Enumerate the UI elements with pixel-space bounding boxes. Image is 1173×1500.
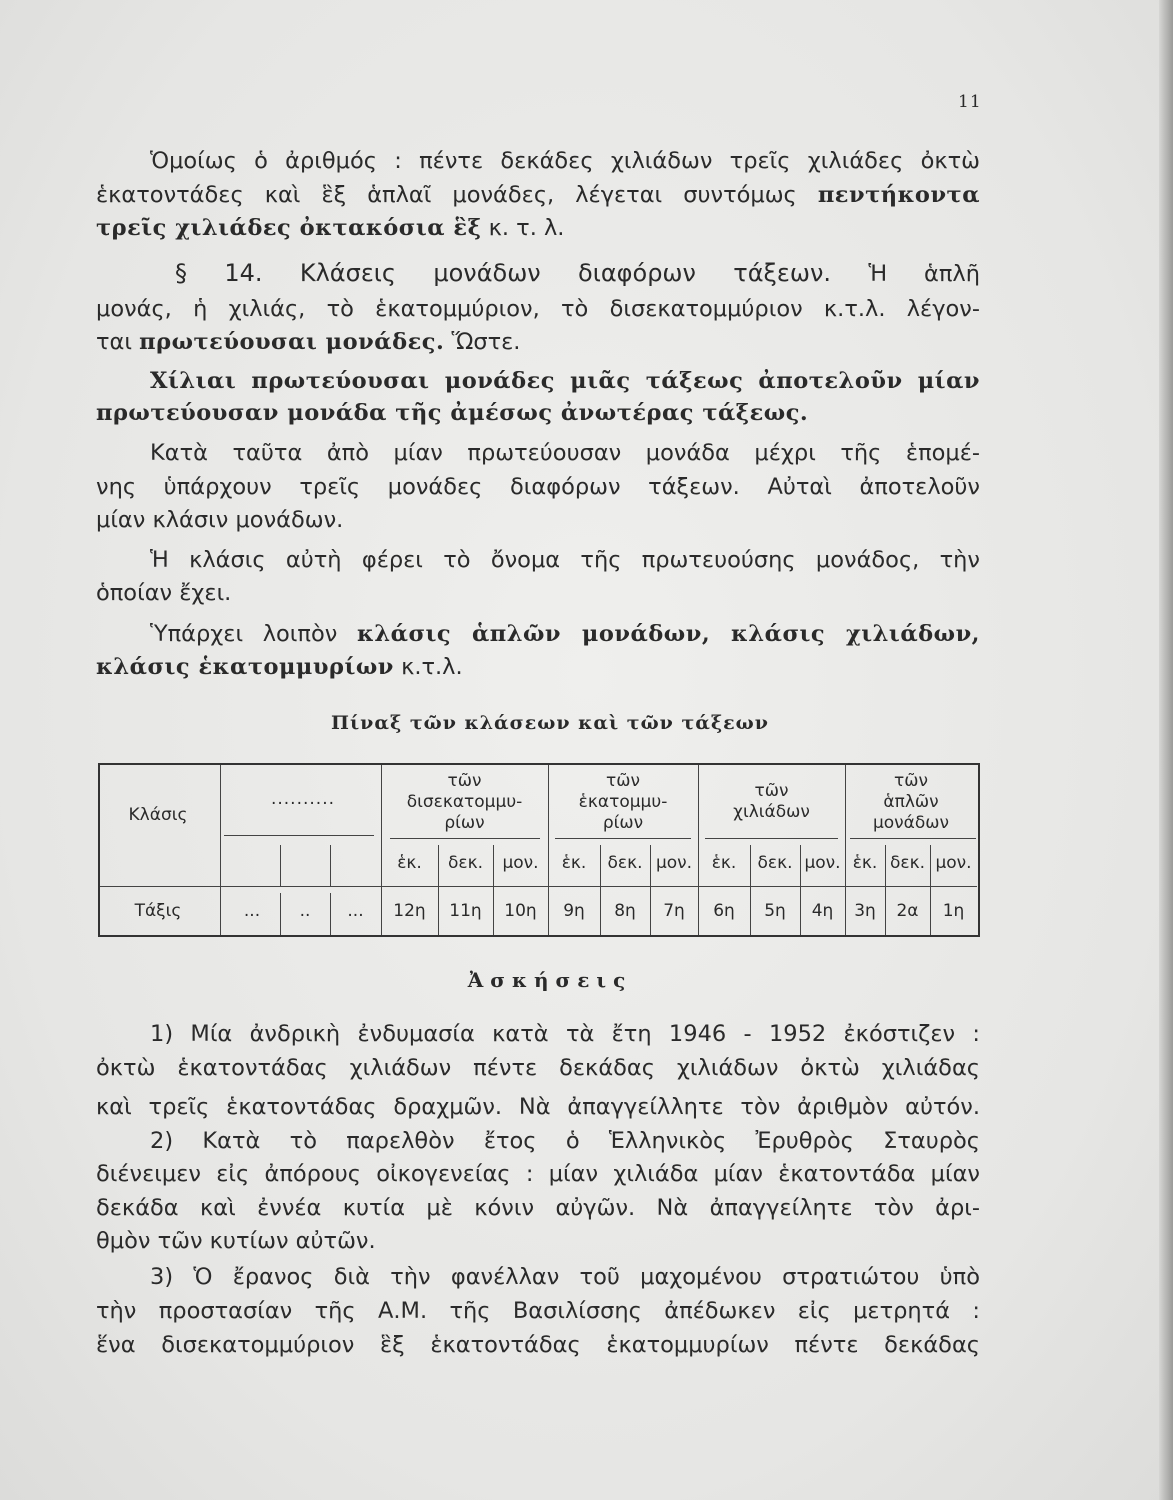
order-cell: 1η (942, 901, 965, 921)
paragraph1-line1: Ὁμοίως ὁ ἀριθμός : πέντε δεκάδες χιλιάδων τρεῖς χιλιάδες ὀκτὼ (150, 148, 980, 174)
class-header-line: χιλιάδων (733, 802, 810, 822)
classes-orders-table (98, 763, 980, 937)
section14-line2: μονάς, ἡ χιλιάς, τὸ ἑκατομμύριον, τὸ δισεκατομμύριον κ.τ.λ. λέγον- (96, 296, 980, 322)
class-header-line: τῶν (606, 771, 640, 791)
table-vline (220, 765, 221, 935)
exercise1-line2: ὀκτὼ ἑκατοντάδας χιλιάδων πέντε δεκάδας χιλιάδων ὀκτὼ χιλιάδας (96, 1055, 980, 1081)
exercise1-line1: 1) Μία ἀνδρικὴ ἐνδυμασία κατὰ τὰ ἔτη 1946 - 1952 ἐκόστιζεν : (150, 1021, 980, 1047)
class-header-units (845, 771, 977, 834)
order-cell: 2α (896, 901, 919, 921)
class-ellipsis: .......... (270, 789, 336, 809)
order-cell: 10η (504, 901, 537, 921)
order-cell: 8η (614, 901, 636, 921)
bold-term: πεντήκοντα (817, 182, 981, 208)
paragraph4-line1 (150, 619, 980, 649)
table-subline (555, 838, 691, 839)
row-label-class: Κλάσις (128, 805, 188, 825)
section-heading-line (175, 258, 980, 289)
bold-rule: Χίλιαι πρωτεύουσαι μονάδες μιᾶς τάξεως ἀποτελοῦν μίαν (150, 368, 980, 394)
order-cell: 5η (764, 901, 786, 921)
order-ellipsis: ... (347, 901, 364, 921)
rule-line1 (150, 366, 980, 396)
paragraph3-line2: ὁποίαν ἔχει. (96, 580, 232, 606)
exercise3-line2: τὴν προστασίαν τῆς Α.Μ. τῆς Βασιλίσσης ἀπέδωκεν εἰς μετρητά : (96, 1298, 980, 1324)
order-ellipsis: ... (243, 901, 261, 921)
text-span: Ὑπάρχει λοιπὸν (150, 621, 338, 647)
order-cell: 7η (663, 901, 685, 921)
section-heading: § 14. Κλάσεις μονάδων διαφόρων τάξεων. (175, 259, 832, 287)
row-label-order: Τάξις (134, 901, 182, 921)
bold-term: κλάσις ἁπλῶν μονάδων, κλάσις χιλιάδων, (356, 621, 981, 647)
paragraph2-line2: νης ὑπάρχουν τρεῖς μονάδες διαφόρων τάξεων. Αὐταὶ ἀποτελοῦν (96, 474, 980, 500)
table-caption: Πίναξ τῶν κλάσεων καὶ τῶν τάξεων (331, 712, 769, 734)
section14-line3 (96, 327, 980, 357)
bold-term: κλάσις ἑκατομμυρίων (96, 654, 394, 680)
paragraph2-line1: Κατὰ ταῦτα ἀπὸ μίαν πρωτεύουσαν μονάδα μέχρι τῆς ἑπομέ- (150, 440, 980, 466)
table-subline (850, 838, 976, 839)
subheader-hundreds: ἑκ. (711, 853, 737, 873)
table-subline (224, 835, 374, 836)
subheader-tens: δεκ. (757, 853, 793, 873)
class-header-line: τῶν (447, 771, 482, 791)
order-cell: 4η (811, 901, 834, 921)
exercise2-line2: διένειμεν εἰς ἀπόρους οἰκογενείας : μίαν χιλιάδα μίαν ἑκατοντάδα μίαν (96, 1161, 980, 1187)
table-subline (390, 838, 540, 839)
exercises-caption: Ἀσκήσεις (467, 968, 633, 992)
paragraph1-line2 (96, 180, 980, 210)
class-header-line: μονάδων (872, 813, 950, 833)
order-cell: 11η (449, 901, 482, 921)
class-header-line: ἑκατομμυ- (578, 792, 668, 812)
class-header-line: ἁπλῶν (883, 792, 939, 812)
order-cell: 6η (713, 901, 735, 921)
page-number: 11 (958, 92, 982, 112)
class-header-line: τῶν (894, 771, 928, 791)
text-span: Ἡ ἁπλῆ (868, 261, 980, 287)
paragraph3-line1: Ἡ κλάσις αὐτὴ φέρει τὸ ὄνομα τῆς πρωτευούσης μονάδος, τὴν (150, 547, 980, 573)
paragraph2-line3: μίαν κλάσιν μονάδων. (96, 507, 344, 533)
text-span: κ. τ. λ. (488, 215, 565, 241)
exercise2-line1: 2) Κατὰ τὸ παρελθὸν ἔτος ὁ Ἑλληνικὸς Ἐρυθρὸς Σταυρὸς (150, 1128, 980, 1154)
class-header-thousands (698, 781, 845, 823)
table-vline (330, 845, 331, 887)
class-header-millions (548, 771, 698, 834)
class-header-line: τῶν (754, 781, 789, 801)
exercise3-line3: ἕνα δισεκατομμύριον ἓξ ἑκατοντάδας ἑκατομμυρίων πέντε δεκάδας (96, 1332, 980, 1358)
paragraph1-line3 (96, 213, 980, 243)
subheader-tens: δεκ. (607, 853, 643, 873)
exercise2-line4: θμὸν τῶν κυτίων αὐτῶν. (96, 1228, 376, 1254)
exercise2-line3: δεκάδα καὶ ἐννέα κυτία μὲ κόνιν αὐγῶν. Νὰ ἀπαγγείλητε τὸν ἀρι- (96, 1195, 980, 1221)
class-header-line: ρίων (602, 813, 644, 833)
subheader-tens: δεκ. (889, 853, 925, 873)
table-subline (705, 838, 838, 839)
order-cell: 12η (393, 901, 426, 921)
subheader-hundreds: ἑκ. (852, 853, 878, 873)
class-header-billions (381, 771, 548, 834)
text-span: ἑκατοντάδες καὶ ἓξ ἁπλαῖ μονάδες, λέγεται συντόμως (96, 182, 797, 208)
subheader-tens: δεκ. (447, 853, 483, 873)
text-span: ται (96, 329, 132, 355)
paragraph4-line2 (96, 652, 980, 682)
text-span: Ὥστε. (451, 329, 521, 355)
subheader-units: μον. (502, 853, 539, 873)
subheader-units: μον. (655, 853, 693, 873)
subheader-units: μον. (935, 853, 972, 873)
bold-term: πρωτεύουσαι μονάδες. (139, 329, 445, 355)
subheader-hundreds: ἑκ. (397, 853, 422, 873)
exercise3-line1: 3) Ὁ ἔρανος διὰ τὴν φανέλλαν τοῦ μαχομένου στρατιώτου ὑπὸ (150, 1264, 980, 1290)
order-ellipsis: .. (299, 901, 311, 921)
subheader-units: μον. (804, 853, 841, 873)
page-edge-shadow (1159, 0, 1173, 1500)
class-header-line: ρίων (444, 813, 485, 833)
order-cell: 3η (854, 901, 876, 921)
text-span: κ.τ.λ. (401, 654, 463, 680)
bold-rule: πρωτεύουσαν μονάδα τῆς ἀμέσως ἀνωτέρας τάξεως. (96, 400, 809, 426)
subheader-hundreds: ἑκ. (561, 853, 587, 873)
order-cell: 9η (563, 901, 585, 921)
table-vline (280, 845, 281, 887)
rule-line2 (96, 398, 980, 428)
bold-term: τρεῖς χιλιάδες ὀκτακόσια ἓξ (96, 215, 482, 241)
class-header-line: δισεκατομμυ- (406, 792, 523, 812)
exercise1-line3: καὶ τρεῖς ἑκατοντάδας δραχμῶν. Νὰ ἀπαγγείλλητε τὸν ἀριθμὸν αὐτόν. (96, 1094, 980, 1120)
